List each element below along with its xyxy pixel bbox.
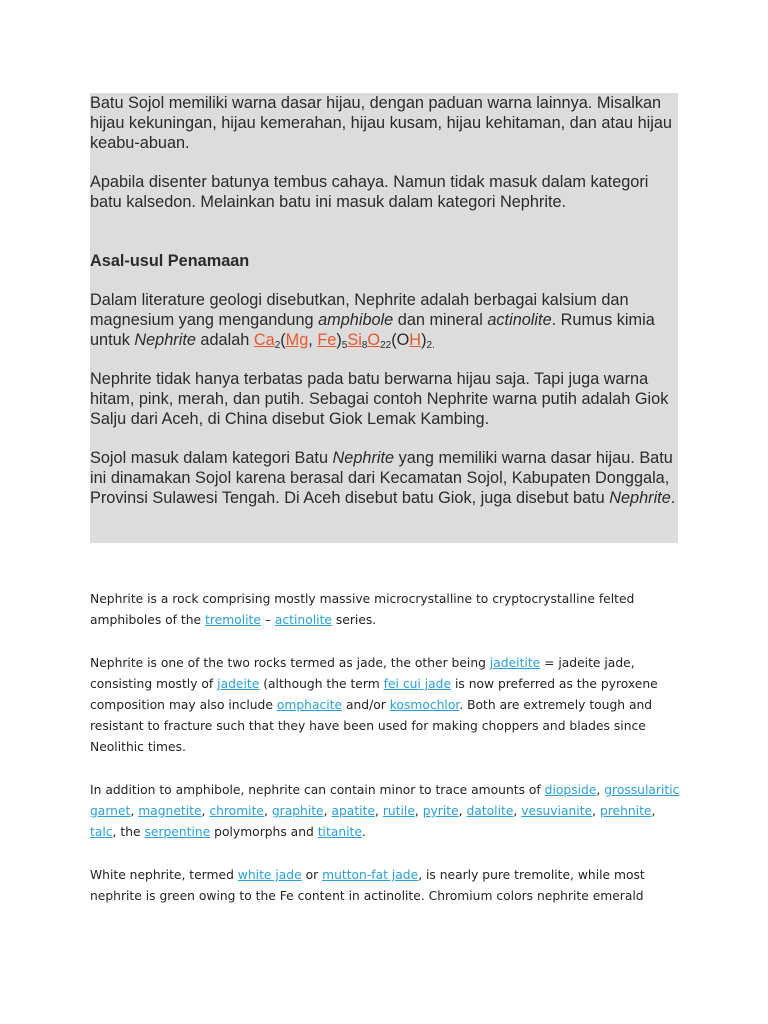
datolite-link[interactable]: datolite	[466, 804, 514, 818]
chromite-link[interactable]: chromite	[209, 804, 264, 818]
list-separator: ,	[651, 804, 656, 818]
prehnite-link[interactable]: prehnite	[599, 804, 652, 818]
paragraph-white-nephrite: White nephrite, termed white jade or mutton-fat jade, is nearly pure tremolite, while most nephrite is green owing to the Fe content in actinolite. Chromium colors nephrite emerald	[90, 868, 645, 903]
oxygen-link[interactable]: O	[367, 331, 381, 349]
indonesian-section	[90, 93, 678, 527]
white-jade-link[interactable]: white jade	[237, 868, 302, 882]
list-separator: ,	[513, 804, 522, 818]
paragraph-colors: Nephrite tidak hanya terbatas pada batu berwarna hijau saja. Tapi juga warna hitam, pink, merah, dan putih. Sebagai contoh Nephrite warna putih adalah Giok Salju dari Aceh, di China disebut Giok Lemak Kambing.	[90, 370, 669, 428]
kosmochlor-link[interactable]: kosmochlor	[389, 698, 460, 712]
rutile-link[interactable]: rutile	[382, 804, 415, 818]
pyrite-link[interactable]: pyrite	[422, 804, 459, 818]
actinolite-link[interactable]: actinolite	[274, 613, 332, 627]
paragraph-color: Batu Sojol memiliki warna dasar hijau, dengan paduan warna lainnya. Misalkan hijau kekuningan, hijau kemerahan, hijau kusam, hijau kehitaman, dan atau hijau keabu-abuan.	[90, 94, 672, 152]
silicon-link[interactable]: Si	[347, 331, 362, 349]
chemical-formula: $Ca_2(Mg$, $Fe)_5Si_8O_{22}(OH)_{2.}$	[253, 331, 435, 351]
calcium-link[interactable]: Ca	[253, 331, 275, 349]
magnesium-link[interactable]: Mg	[285, 331, 309, 349]
omphacite-link[interactable]: omphacite	[276, 698, 343, 712]
section-heading: Asal-usul Penamaan	[90, 252, 250, 270]
list-separator: ,	[201, 804, 210, 818]
list-separator: ,	[592, 804, 600, 818]
talc-link[interactable]: talc	[90, 825, 113, 839]
apatite-link[interactable]: apatite	[331, 804, 375, 818]
serpentine-link[interactable]: serpentine	[144, 825, 211, 839]
paragraph-jade: Nephrite is one of the two rocks termed as jade, the other being jadeitite = jadeite jade, consisting mostly of jadeite (although the term fei cui jade is now preferred as the pyroxene composition may also include omphacite and/or kosmochlor. Both are extremely tough and resistant to fracture such that they have been used for making choppers and blades since Neolithic times.	[90, 656, 658, 754]
hydrogen-link[interactable]: H	[409, 331, 422, 349]
list-separator: ,	[414, 804, 423, 818]
paragraph-nephrite-rock: Nephrite is a rock comprising mostly massive microcrystalline to cryptocrystalline felted amphiboles of the tremolite – actinolite series.	[90, 592, 635, 627]
paragraph-sojol: Sojol masuk dalam kategori Batu Nephrite yang memiliki warna dasar hijau. Batu ini dinamakan Sojol karena berasal dari Kecamatan Sojol, Kabupaten Donggala, Provinsi Sulawesi Tengah. Di Aceh disebut batu Giok, juga disebut batu Nephrite.	[90, 449, 676, 507]
vesuvianite-link[interactable]: vesuvianite	[521, 804, 593, 818]
graphite-link[interactable]: graphite	[271, 804, 324, 818]
paragraph-trace-minerals: In addition to amphibole, nephrite can contain minor to trace amounts of diopside, grossularitic garnet, magnetite, chromite, graphite, apatite, rutile, pyrite, datolite, vesuvianite, prehnite, talc, the serpentine polymorphs and titanite.	[90, 783, 680, 839]
magnetite-link[interactable]: magnetite	[138, 804, 202, 818]
list-separator: ,	[323, 804, 332, 818]
paragraph-definition: Dalam literature geologi disebutkan, Nephrite adalah berbagai kalsium dan magnesium yang mengandung amphibole dan mineral actinolite. Rumus kimia untuk Nephrite adalah $Ca_2(Mg$, $Fe)_5Si_8O_{22}(OH)_{2.}$	[90, 291, 655, 351]
paragraph-translucency: Apabila disenter batunya tembus cahaya. Namun tidak masuk dalam kategori batu kalsedon. Melainkan batu ini masuk dalam kategori Nephrite.	[90, 173, 649, 211]
list-separator: ,	[374, 804, 383, 818]
list-separator: ,	[130, 804, 139, 818]
titanite-link[interactable]: titanite	[317, 825, 362, 839]
grossularitic-garnet-link[interactable]: grossularitic garnet	[90, 783, 680, 818]
mutton-fat-jade-link[interactable]: mutton-fat jade	[322, 868, 419, 882]
iron-link[interactable]: Fe	[317, 331, 337, 349]
list-separator: ,	[112, 825, 121, 839]
list-separator: ,	[264, 804, 272, 818]
tremolite-link[interactable]: tremolite	[205, 613, 261, 627]
english-section	[90, 589, 682, 929]
list-separator: ,	[458, 804, 467, 818]
diopside-link[interactable]: diopside	[544, 783, 597, 797]
list-separator: ,	[596, 783, 605, 797]
jadeitite-link[interactable]: jadeitite	[489, 656, 541, 670]
jadeite-link[interactable]: jadeite	[217, 677, 260, 691]
fei-cui-jade-link[interactable]: fei cui jade	[383, 677, 452, 691]
